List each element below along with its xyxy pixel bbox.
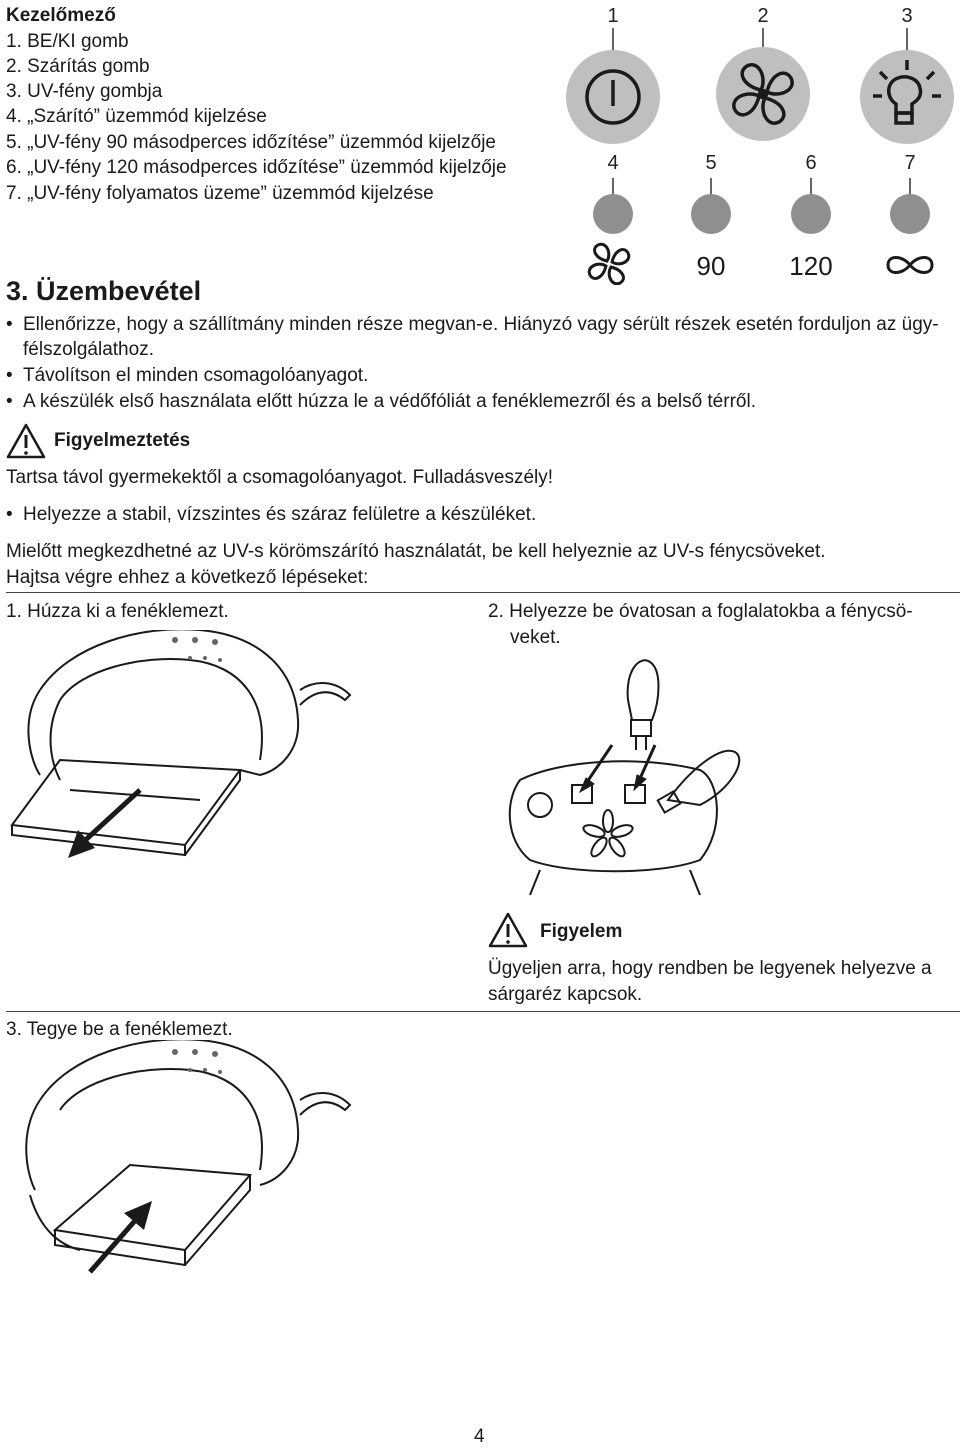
illustration-insert-tubes [500,650,750,900]
fan-indicator-icon [589,244,629,284]
indicator-light-dryer [593,194,633,234]
step-3: 3. Tegye be a fenéklemezt. [6,1019,233,1040]
bullet-stable-surface: • Helyezze a stabil, vízszintes és száraz felületre a készüléket. [6,504,537,525]
label-90: 90 [696,251,726,281]
control-item-5: 5. „UV-fény 90 másodperces időzítése” üzemmód kijelzője [6,132,497,153]
control-item-3: 3. UV-fény gombja [6,81,163,102]
uv-light-button-icon [860,50,954,144]
control-item-1: 1. BE/KI gomb [6,31,129,52]
bullet-check-parts-cont: félszolgálathoz. [23,339,154,360]
label-2: 2 [757,5,769,27]
attention-text-line-2: sárgaréz kapcsok. [488,984,643,1005]
control-item-6: 6. „UV-fény 120 másodperces időzítése” üzemmód kijelzője [6,157,507,178]
page-number: 4 [474,1426,485,1447]
label-3: 3 [901,5,913,27]
step-2-line-2: veket. [510,627,561,648]
infinity-icon [888,258,932,273]
bullet-dot: • [6,314,13,335]
fan-button-icon [716,47,810,141]
label-5: 5 [705,152,717,174]
intro-line-2: Hajtsa végre ehhez a következő lépéseket: [6,567,369,588]
intro-line-1: Mielőtt megkezdhetné az UV-s körömszárító használatát, be kell helyeznie az UV-s fénycsöveket. [6,541,826,562]
bullet-stable-surface-text: Helyezze a stabil, vízszintes és száraz felületre a készüléket. [23,504,537,525]
attention-title: Figyelem [540,921,623,942]
bullet-remove-packaging-text: Távolítson el minden csomagolóanyagot. [23,365,369,386]
control-item-2: 2. Szárítás gomb [6,56,150,77]
control-item-7: 7. „UV-fény folyamatos üzeme” üzemmód kijelzése [6,183,434,204]
divider-2 [6,1011,960,1012]
step-1: 1. Húzza ki a fenéklemezt. [6,601,229,622]
step-2-line-1: 2. Helyezze be óvatosan a foglalatokba a fénycsö- [488,601,913,622]
warning-text: Tartsa távol gyermekektől a csomagolóanyagot. Fulladásveszély! [6,467,554,488]
controls-title: Kezelőmező [6,5,116,26]
warning-icon [6,423,46,459]
bullet-remove-film: • A készülék első használata előtt húzza le a védőfóliát a fenéklemezről és a belső térről. [6,391,756,412]
power-button-icon [566,50,660,144]
control-panel-diagram [560,0,960,285]
label-120: 120 [789,251,833,281]
indicator-light-120 [791,194,831,234]
bullet-check-parts [6,313,939,337]
illustration-insert-plate [0,1040,360,1300]
divider [6,592,960,593]
indicator-light-continuous [890,194,930,234]
section-title: 3. Üzembevétel [6,276,202,306]
bullet-remove-film-text: A készülék első használata előtt húzza le a védőfóliát a fenéklemezről és a belső térről. [23,391,756,412]
bullet-check-parts-text: Ellenőrizze, hogy a szállítmány minden része megvan-e. Hiányzó vagy sérült részek esetén forduljon az ügy- [23,314,939,335]
label-1: 1 [607,5,619,27]
attention-text-line-1: Ügyeljen arra, hogy rendben be legyenek helyezve a [488,958,932,979]
attention-icon [488,912,528,948]
bullet-remove-packaging: • Távolítson el minden csomagolóanyagot. [6,365,369,386]
label-7: 7 [904,152,916,174]
label-4: 4 [607,152,619,174]
warning-title: Figyelmeztetés [54,430,191,451]
illustration-pull-out-plate [0,630,360,880]
control-item-4: 4. „Szárító” üzemmód kijelzése [6,106,267,127]
indicator-light-90 [691,194,731,234]
label-6: 6 [805,152,817,174]
